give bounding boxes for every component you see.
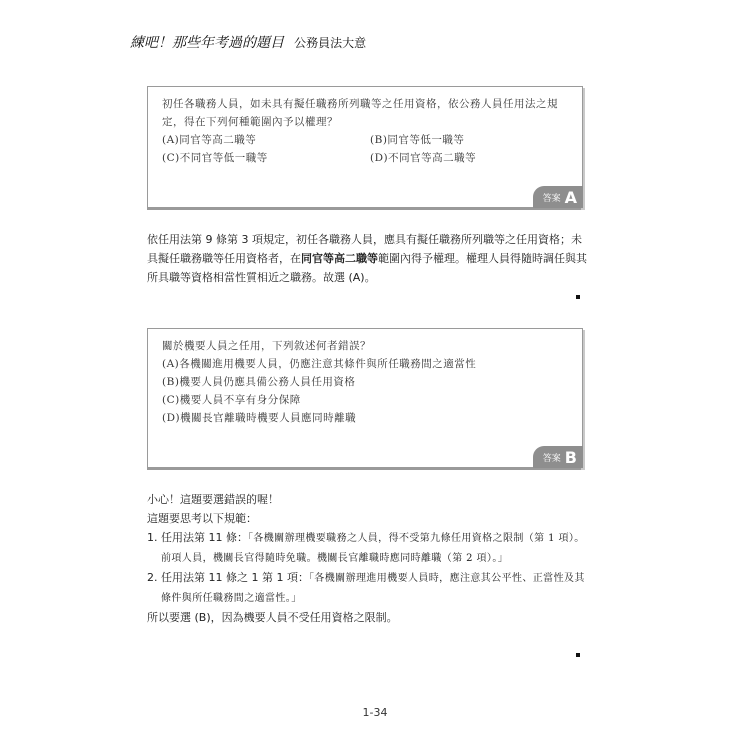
option-d: (D)機關長官離職時機要人員應同時離職	[162, 412, 357, 424]
question-text: 初任各職務人員，如未具有擬任職務所列職等之任用資格，依公務人員任用法之規定，得在下列何種範圍內予以權理？	[162, 98, 558, 128]
warning-line: 小心！這題要選錯誤的喔！	[147, 493, 279, 506]
rule-quote: 「各機關辦理機要職務之人員，得不受第九條任用資格之限制（第 1 項）。前項人員，機關長官得隨時免職。機關長官離職時應同時離職（第 2 項）。」	[161, 533, 585, 564]
options-list	[162, 355, 568, 427]
option-a: (A)各機關進用機要人員，仍應注意其條件與所任職務間之適當性	[162, 358, 477, 370]
divider-line	[147, 208, 581, 210]
page-header	[130, 32, 366, 52]
explanation-text: 依任用法第 9 條第 3 項規定，初任各職務人員，應具有擬任職務所列職等之任用資格；未具擬任職務職等任用資格者，在	[147, 233, 582, 265]
handwritten-heading: 練吧！那些年考過的題目	[130, 35, 284, 51]
explanation-text: 範圍內得予權理。權理人員得隨時調任與其所具職等資格相當性質相近之職務。故選 (A)。	[147, 252, 587, 284]
conclusion-line: 所以要選 (B)，因為機要人員不受任用資格之限制。	[147, 611, 398, 624]
end-mark	[576, 295, 580, 299]
option-c: (C)機要人員不享有身分保障	[162, 394, 301, 406]
rule-prefix: 1. 任用法第 11 條：	[147, 531, 248, 544]
options-grid	[162, 131, 568, 167]
intro-line: 這題要思考以下規範：	[147, 512, 257, 525]
chapter-title: 公務員法大意	[294, 36, 367, 50]
option-b: (B)機要人員仍應具備公務人員任用資格	[162, 376, 356, 388]
end-mark	[576, 653, 580, 657]
answer-badge	[533, 446, 583, 468]
option-d: (D)不同官等高二職等	[370, 152, 477, 164]
answer-label: 答案	[542, 193, 561, 204]
rule-item-1	[147, 528, 587, 568]
rule-quote: 「各機關辦理進用機要人員時，應注意其公平性、正當性及其條件與所任職務間之適當性。」	[161, 573, 585, 604]
answer-letter: B	[564, 447, 577, 467]
divider-line	[147, 468, 581, 470]
answer-label: 答案	[542, 453, 561, 464]
option-b: (B)同官等低一職等	[370, 134, 465, 146]
question-box-2	[147, 328, 583, 468]
rule-prefix: 2. 任用法第 11 條之 1 第 1 項：	[147, 571, 309, 584]
answer-letter: A	[564, 187, 577, 207]
question-text: 關於機要人員之任用，下列敘述何者錯誤？	[162, 340, 371, 352]
explanation-2	[147, 490, 587, 627]
explanation-1	[147, 230, 587, 287]
page-number: 1-34	[362, 706, 388, 719]
answer-badge	[533, 186, 583, 208]
rule-item-2	[147, 568, 587, 608]
option-c: (C)不同官等低一職等	[162, 152, 268, 164]
question-box-1	[147, 86, 583, 208]
emphasis-text: 同官等高二職等	[301, 252, 378, 265]
option-a: (A)同官等高二職等	[162, 134, 257, 146]
